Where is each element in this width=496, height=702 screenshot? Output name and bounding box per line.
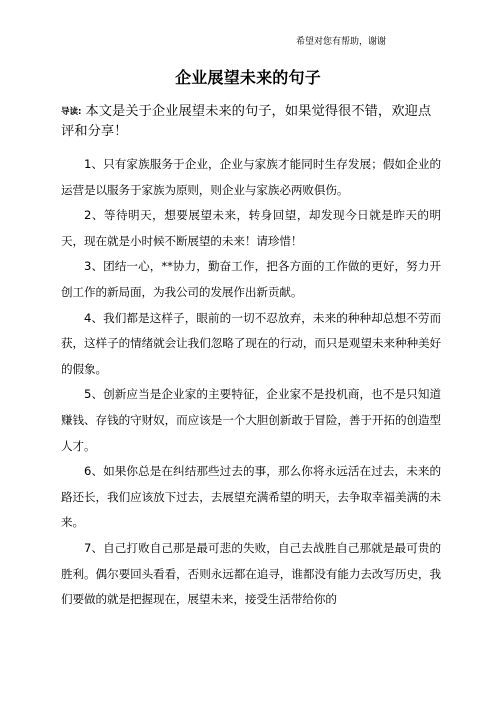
sentence-item-5: 5、创新应当是企业家的主要特征，企业家不是投机商，也不是只知道赚钱、存钱的守财奴，而应该是一个大胆创新敢于冒险，善于开拓的创造型人才。 [61,387,441,453]
document-title: 企业展望未来的句子 [175,68,321,87]
sentence-item-1: 1、只有家族服务于企业，企业与家族才能同时生存发展；假如企业的运营是以服务于家族为原则，则企业与家族必两败俱伤。 [61,157,441,197]
intro-text: 本文是关于企业展望未来的句子，如果觉得很不错，欢迎点评和分享！ [61,104,432,139]
sentence-item-2: 2、等待明天，想要展望未来，转身回望，却发现今日就是昨天的明天，现在就是小时候不断展望的未来！请珍惜！ [61,208,441,248]
sentence-list [61,152,441,613]
intro-label: 导读: [61,107,82,117]
sentence-item-6: 6、如果你总是在纠结那些过去的事，那么你将永远活在过去，未来的路还长，我们应该放下过去，去展望充满希望的明天，去争取幸福美满的未来。 [61,464,441,530]
sentence-item-3: 3、团结一心，**协力，勤奋工作，把各方面的工作做的更好，努力开创工作的新局面，为我公司的发展作出新贡献。 [61,259,441,299]
header-note: 希望对您有帮助，谢谢 [296,37,387,47]
intro-paragraph [61,102,441,142]
sentence-item-7: 7、自己打败自己那是最可悲的失败，自己去战胜自己那就是最可贵的胜利。偶尔要回头看看，否则永远都在追寻，谁都没有能力去改写历史，我们要做的就是把握现在，展望未来，接受生活带给你的 [61,540,441,607]
sentence-item-4: 4、我们都是这样子，眼前的一切不忍放弃，未来的种种却总想不劳而获，这样子的情绪就会让我们忽略了现在的行动，而只是观望未来种种美好的假象。 [61,310,441,376]
